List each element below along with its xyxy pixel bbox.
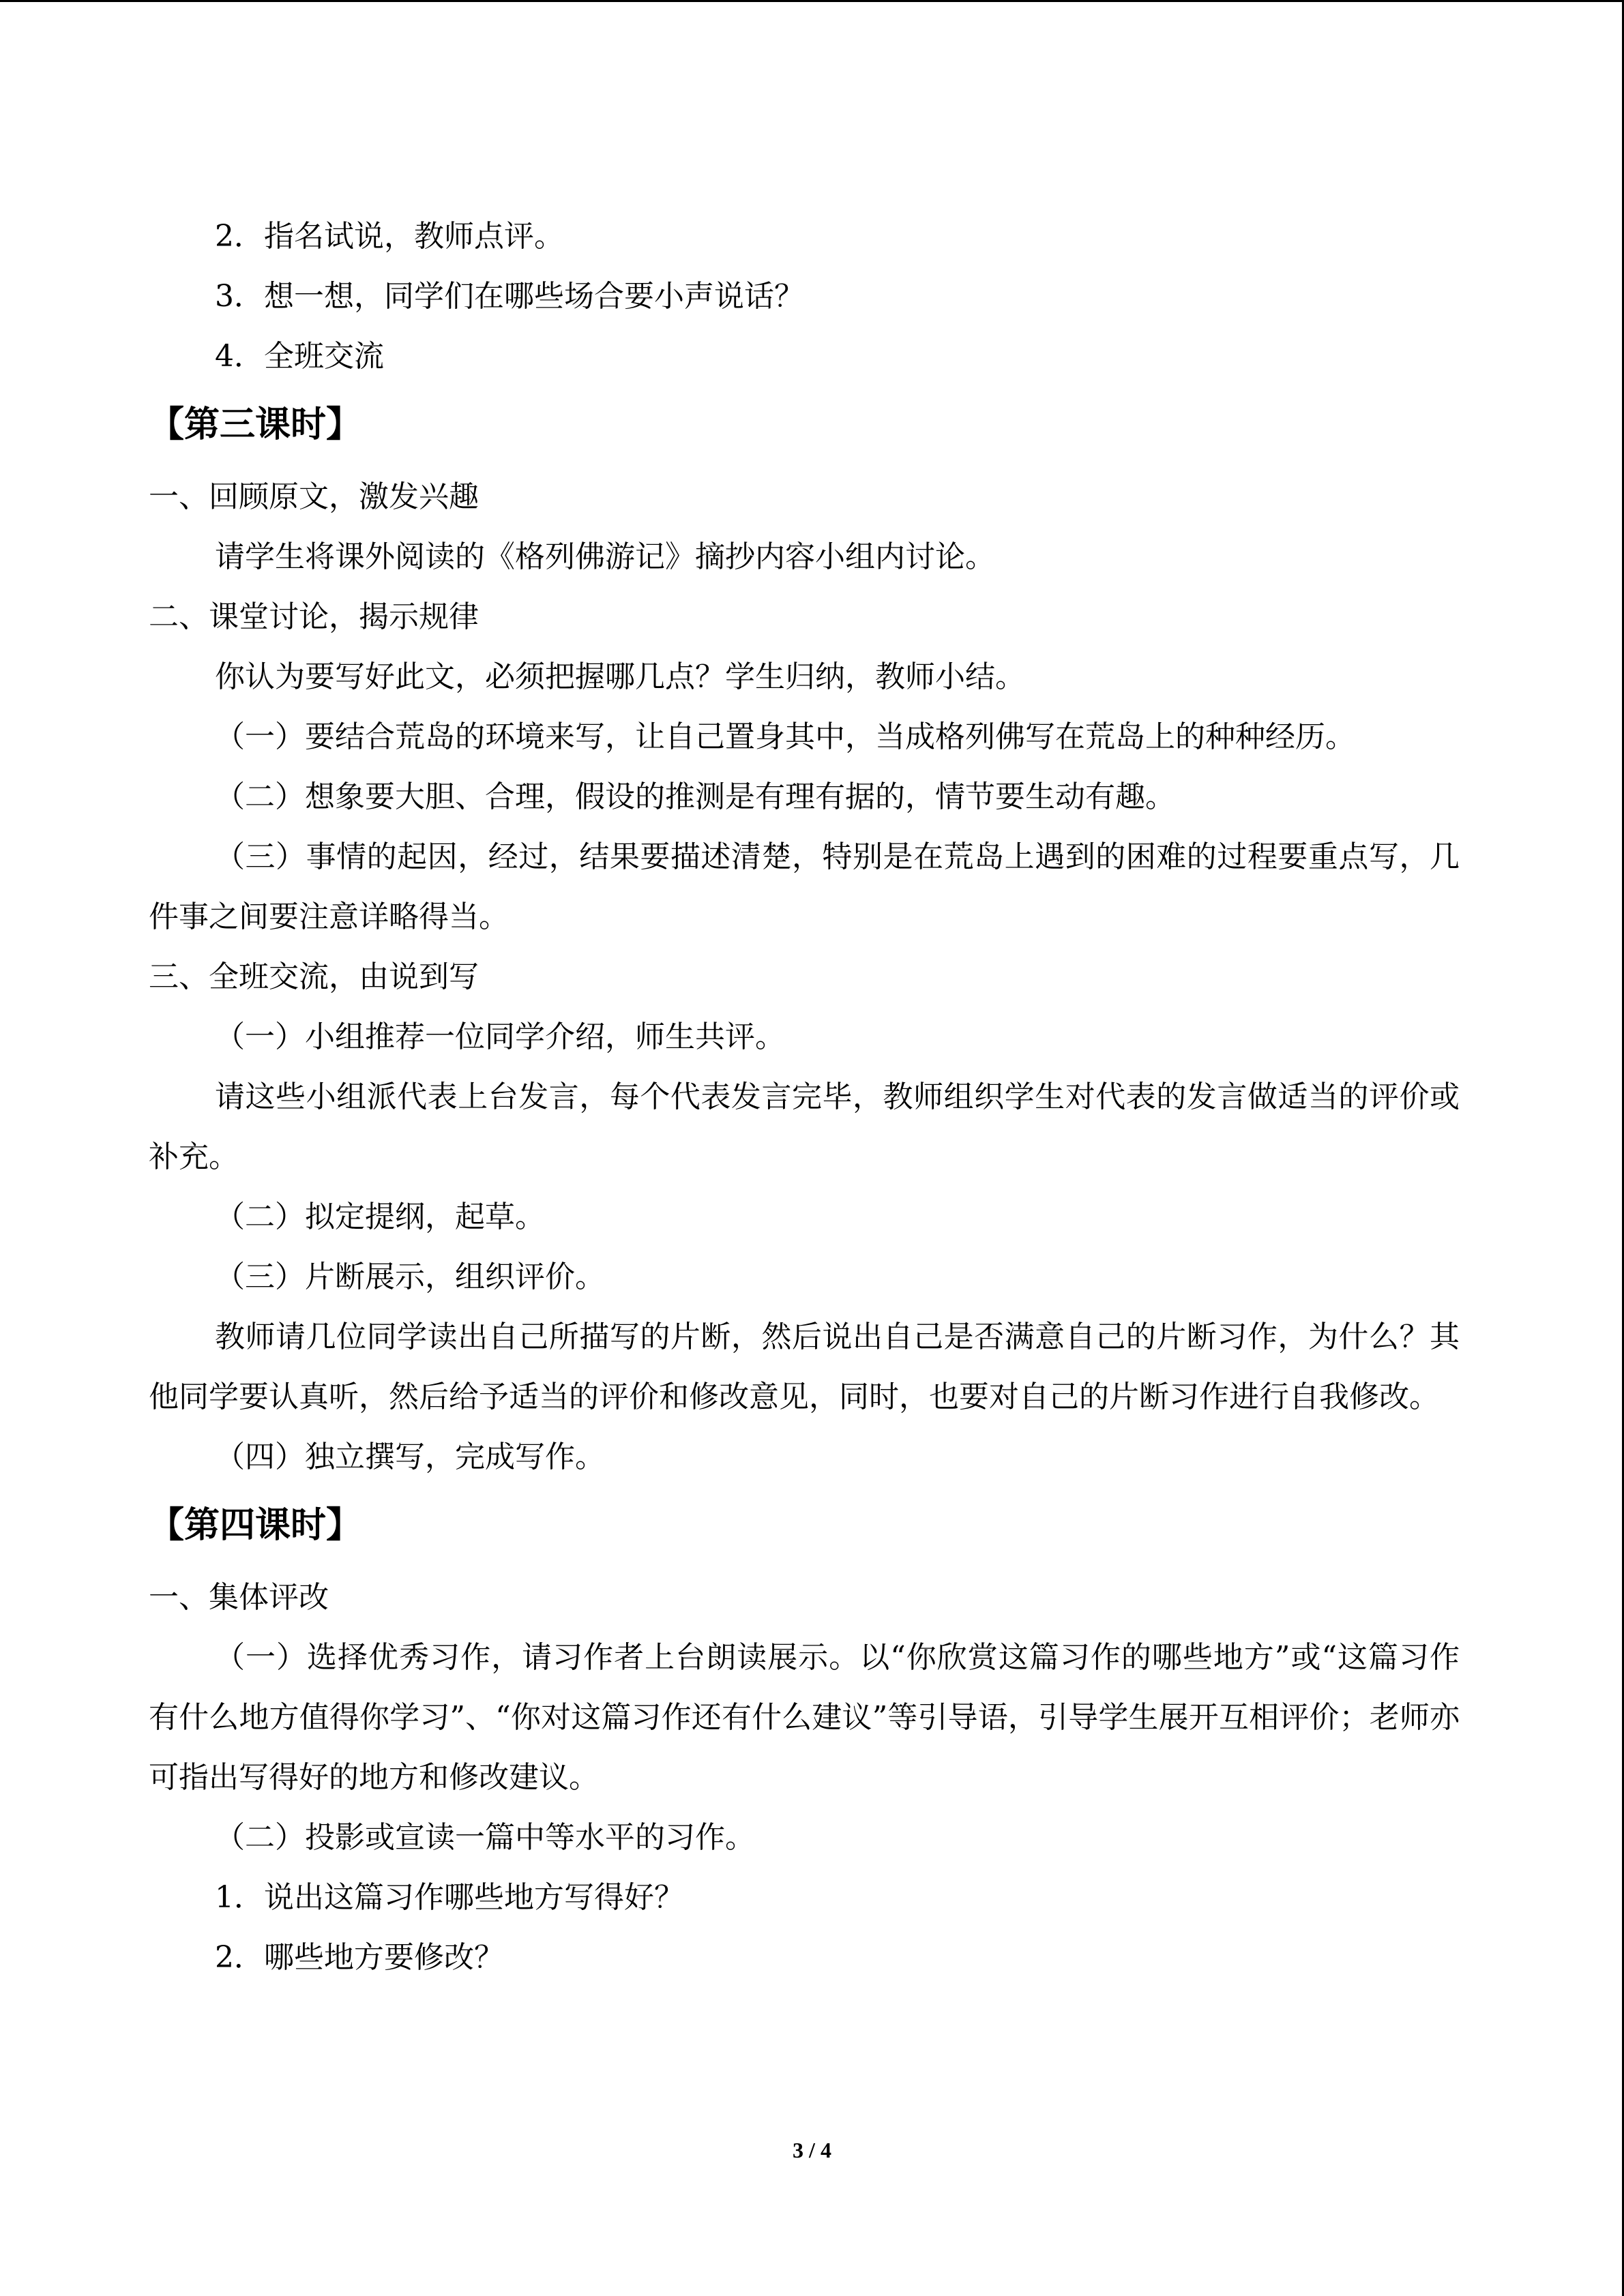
section-subheading: 一、集体评改 xyxy=(149,1580,329,1615)
section-subheading: 二、课堂讨论，揭示规律 xyxy=(149,599,479,634)
list-item: 2．哪些地方要修改？ xyxy=(215,1940,504,1975)
paragraph: 请学生将课外阅读的《格列佛游记》摘抄内容小组内讨论。 xyxy=(215,539,995,574)
list-item: （一）小组推荐一位同学介绍，师生共评。 xyxy=(215,1019,785,1054)
list-item: 1．说出这篇习作哪些地方写得好？ xyxy=(215,1880,684,1915)
list-item: 3．想一想，同学们在哪些场合要小声说话？ xyxy=(215,279,804,314)
document-body xyxy=(149,207,1460,1988)
paragraph: （一）选择优秀习作，请习作者上台朗读展示。以“你欣赏这篇习作的哪些地方”或“这篇习作有什么地方值得你学习”、“你对这篇习作还有什么建议”等引导语，引导学生展开互相评价；老师亦可指出写得好的地方和修改建议。 xyxy=(149,1640,1460,1795)
paragraph: 你认为要写好此文，必须把握哪几点？学生归纳，教师小结。 xyxy=(215,659,1025,694)
section-heading-lesson-3: 【第三课时】 xyxy=(149,404,362,445)
paragraph: 教师请几位同学读出自己所描写的片断，然后说出自己是否满意自己的片断习作，为什么？其他同学要认真听，然后给予适当的评价和修改意见，同时，也要对自己的片断习作进行自我修改。 xyxy=(149,1320,1460,1414)
section-subheading: 三、全班交流，由说到写 xyxy=(149,959,479,994)
list-item: （四）独立撰写，完成写作。 xyxy=(215,1440,605,1474)
list-item: （二）投影或宣读一篇中等水平的习作。 xyxy=(215,1820,755,1855)
paragraph: 请这些小组派代表上台发言，每个代表发言完毕，教师组织学生对代表的发言做适当的评价或补充。 xyxy=(149,1079,1460,1174)
section-subheading: 一、回顾原文，激发兴趣 xyxy=(149,479,479,514)
list-item: （二）拟定提纲，起草。 xyxy=(215,1199,545,1234)
list-item: 4．全班交流 xyxy=(215,339,384,374)
list-item: 2．指名试说，教师点评。 xyxy=(215,219,564,254)
list-item: （三）片断展示，组织评价。 xyxy=(215,1259,605,1294)
paragraph: （三）事情的起因，经过，结果要描述清楚，特别是在荒岛上遇到的困难的过程要重点写，几件事之间要注意详略得当。 xyxy=(149,839,1460,934)
section-heading-lesson-4: 【第四课时】 xyxy=(149,1504,362,1546)
list-item: （一）要结合荒岛的环境来写，让自己置身其中，当成格列佛写在荒岛上的种种经历。 xyxy=(215,719,1355,754)
list-item: （二）想象要大胆、合理，假设的推测是有理有据的，情节要生动有趣。 xyxy=(215,779,1175,814)
page-number: 3 / 4 xyxy=(793,2138,831,2162)
